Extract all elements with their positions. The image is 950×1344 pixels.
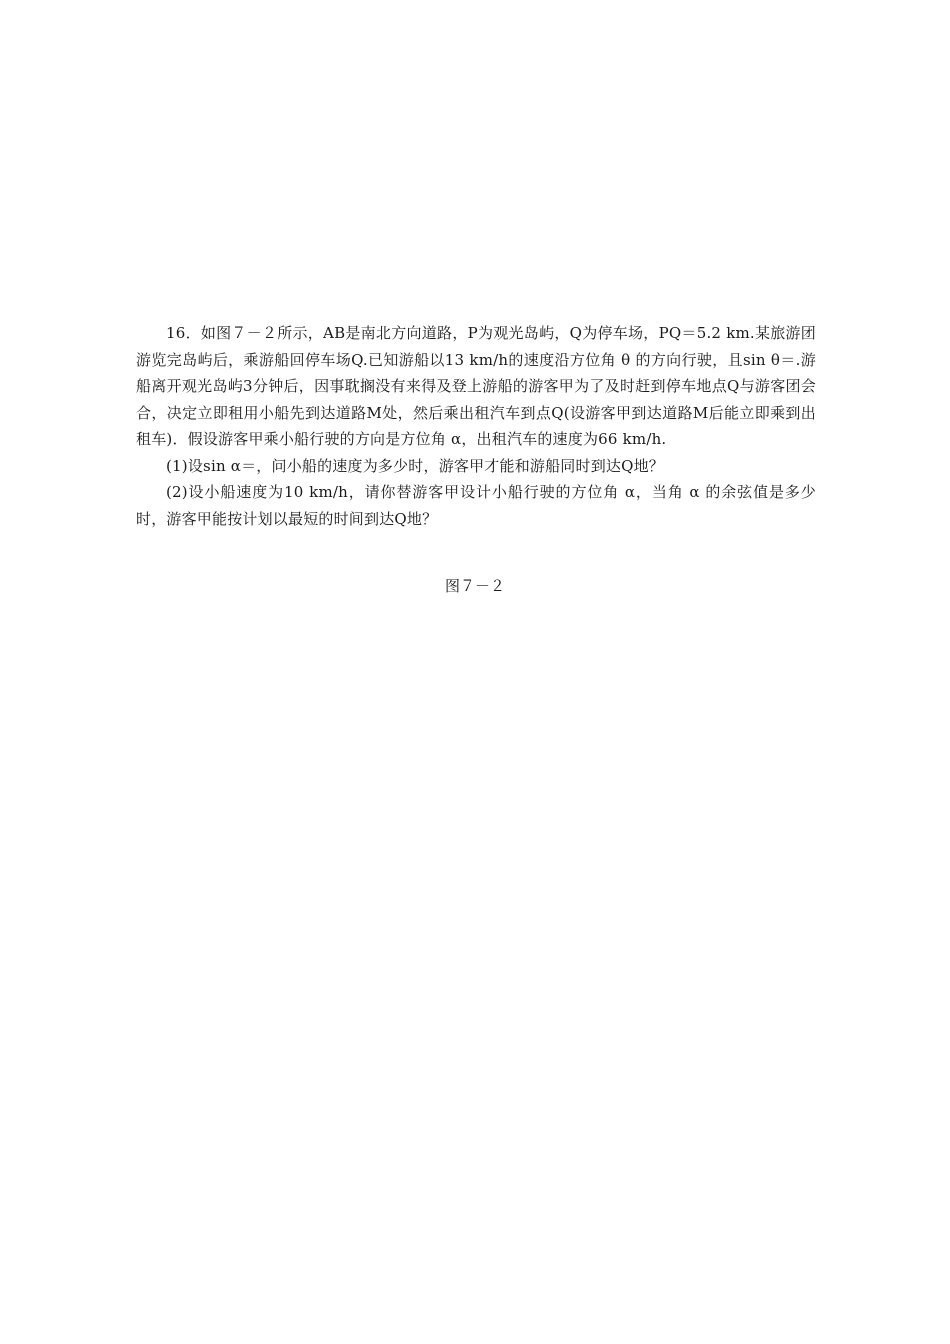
figure-caption: 图７－２: [444, 577, 505, 595]
question-2: (2)设小船速度为10 km/h，请你替游客甲设计小船行驶的方位角 α，当角 α 的余弦值是多少时，游客甲能按计划以最短的时间到达Q地？: [136, 483, 816, 528]
problem-16: [136, 320, 816, 532]
question-1: (1)设sin α＝，问小船的速度为多少时，游客甲才能和游船同时到达Q地？: [166, 456, 665, 475]
problem-stem: 16．如图７－２所示，AB是南北方向道路，P为观光岛屿，Q为停车场，PQ＝5.2 km.某旅游团游览完岛屿后，乘游船回停车场Q.已知游船以13 km/h的速度沿方位角 θ 的方向行驶，且sin θ＝.游船离开观光岛屿3分钟后，因事耽搁没有来得及登上游船的游客甲为了及时赶到停车地点Q与游客团会合，决定立即租用小船先到达道路M处，然后乘出租汽车到点Q(设游客甲到达道路M后能立即乘到出租车)．假设游客甲乘小船行驶的方向是方位角 α，出租汽车的速度为66 km/h.: [136, 324, 816, 448]
